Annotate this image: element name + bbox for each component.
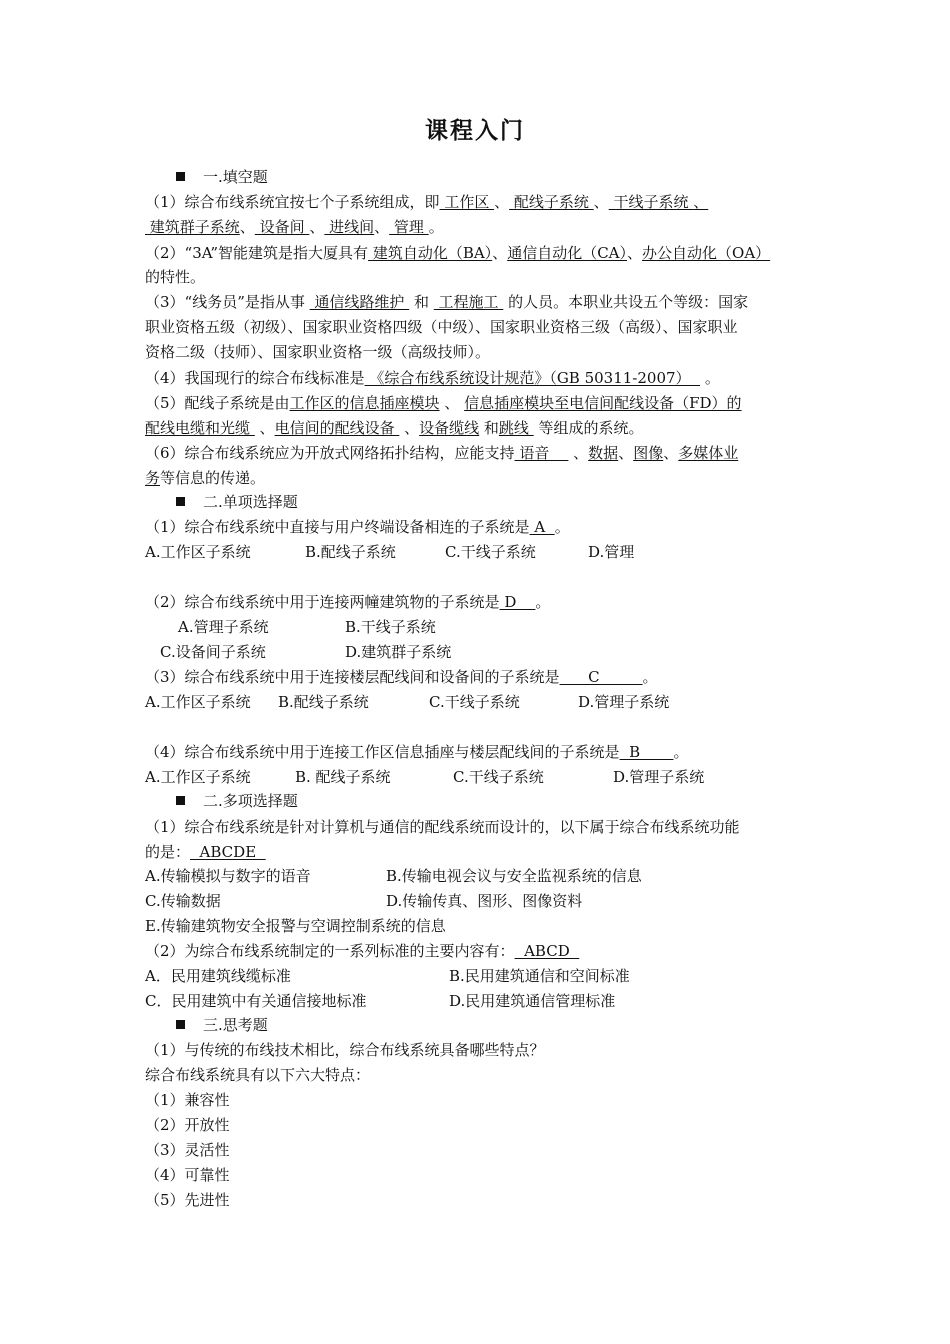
single-q4-option-a: A.工作区子系统	[145, 768, 251, 786]
fill-question-4: （4）我国现行的综合布线标准是 《综合布线系统设计规范》（GB 50311-2007） 。	[145, 369, 720, 387]
fill-question-5: （5）配线子系统是由工作区的信息插座模块 、 信息插座模块至电信间配线设备（FD）的	[145, 394, 742, 412]
fill-question-1-cont: 建筑群子系统、 设备间 、 进线间、 管理 。	[145, 218, 444, 236]
multi-question-1-cont: 的是： ABCDE	[145, 843, 266, 861]
square-bullet-icon	[176, 497, 185, 506]
think-item-4: （4）可靠性	[145, 1166, 230, 1184]
multi-question-1: （1）综合布线系统是针对计算机与通信的配线系统而设计的，以下属于综合布线系统功能	[145, 818, 740, 836]
fill-question-6: （6）综合布线系统应为开放式网络拓扑结构，应能支持 语音 、数据、图像、多媒体业	[145, 444, 739, 462]
single-q3-option-d: D.管理子系统	[578, 693, 670, 711]
section-heading-think: 三.思考题	[176, 1015, 268, 1035]
single-q1-option-b: B.配线子系统	[305, 543, 396, 561]
multi-q1-option-b: B.传输电视会议与安全监视系统的信息	[386, 867, 642, 885]
single-q3-option-a: A.工作区子系统	[145, 693, 251, 711]
fill-question-5-cont: 配线电缆和光缆 、电信间的配线设备 、设备缆线 和跳线 等组成的系统。	[145, 419, 644, 437]
single-question-3: （3）综合布线系统中用于连接楼层配线间和设备间的子系统是 C 。	[145, 668, 658, 686]
single-q3-option-b: B.配线子系统	[278, 693, 369, 711]
square-bullet-icon	[176, 1020, 185, 1029]
single-question-4: （4）综合布线系统中用于连接工作区信息插座与楼层配线间的子系统是 B 。	[145, 743, 689, 761]
single-q2-option-b: B.干线子系统	[345, 618, 436, 636]
multi-q2-option-b: B.民用建筑通信和空间标准	[449, 967, 630, 985]
section-heading-single: 二.单项选择题	[176, 492, 298, 512]
single-q4-option-d: D.管理子系统	[613, 768, 705, 786]
fill-question-2-cont: 的特性。	[145, 268, 206, 286]
think-question-1: （1）与传统的布线技术相比，综合布线系统具备哪些特点？	[145, 1041, 545, 1059]
single-q1-option-d: D.管理	[588, 543, 635, 561]
fill-question-3: （3）“线务员”是指从事 通信线路维护 和 工程施工 的人员。本职业共设五个等级：国家	[145, 293, 749, 311]
multi-question-2: （2）为综合布线系统制定的一系列标准的主要内容有： ABCD	[145, 942, 580, 960]
page-title: 课程入门	[425, 118, 525, 144]
fill-question-3-cont2: 资格二级（技师）、国家职业资格一级（高级技师）。	[145, 343, 491, 361]
think-item-5: （5）先进性	[145, 1191, 230, 1209]
multi-q2-option-d: D.民用建筑通信管理标准	[449, 992, 616, 1010]
single-q4-option-b: B. 配线子系统	[295, 768, 391, 786]
multi-q1-option-e: E.传输建筑物安全报警与空调控制系统的信息	[145, 917, 446, 935]
multi-q1-option-c: C.传输数据	[145, 892, 221, 910]
square-bullet-icon	[176, 172, 185, 181]
multi-q1-option-a: A.传输模拟与数字的语音	[145, 867, 311, 885]
fill-question-1: （1）综合布线系统宜按七个子系统组成，即 工作区 、 配线子系统 、 干线子系统 、	[145, 193, 709, 211]
fill-question-6-cont: 务等信息的传递。	[145, 469, 266, 487]
single-q1-option-a: A.工作区子系统	[145, 543, 251, 561]
think-answer-intro: 综合布线系统具有以下六大特点：	[145, 1066, 371, 1084]
single-q3-option-c: C.干线子系统	[429, 693, 520, 711]
section-heading-multi: 二.多项选择题	[176, 791, 298, 811]
single-q2-option-a: A.管理子系统	[178, 618, 269, 636]
single-q1-option-c: C.干线子系统	[445, 543, 536, 561]
multi-q2-option-a: A．民用建筑线缆标准	[145, 967, 291, 985]
single-q2-option-d: D.建筑群子系统	[345, 643, 452, 661]
single-question-1: （1）综合布线系统中直接与用户终端设备相连的子系统是 A 。	[145, 518, 570, 536]
think-item-1: （1）兼容性	[145, 1091, 230, 1109]
fill-question-2: （2）“3A”智能建筑是指大厦具有 建筑自动化（BA）、通信自动化（CA）、办公自动化（OA）	[145, 244, 771, 262]
fill-question-3-cont: 职业资格五级（初级）、国家职业资格四级（中级）、国家职业资格三级（高级）、国家职业	[145, 318, 738, 336]
square-bullet-icon	[176, 796, 185, 805]
think-item-3: （3）灵活性	[145, 1141, 230, 1159]
multi-q1-option-d: D.传输传真、图形、图像资料	[386, 892, 583, 910]
single-q4-option-c: C.干线子系统	[453, 768, 544, 786]
multi-q2-option-c: C．民用建筑中有关通信接地标准	[145, 992, 367, 1010]
single-q2-option-c: C.设备间子系统	[160, 643, 266, 661]
single-question-2: （2）综合布线系统中用于连接两幢建筑物的子系统是 D 。	[145, 593, 551, 611]
section-heading-fill: 一.填空题	[176, 167, 268, 187]
think-item-2: （2）开放性	[145, 1116, 230, 1134]
